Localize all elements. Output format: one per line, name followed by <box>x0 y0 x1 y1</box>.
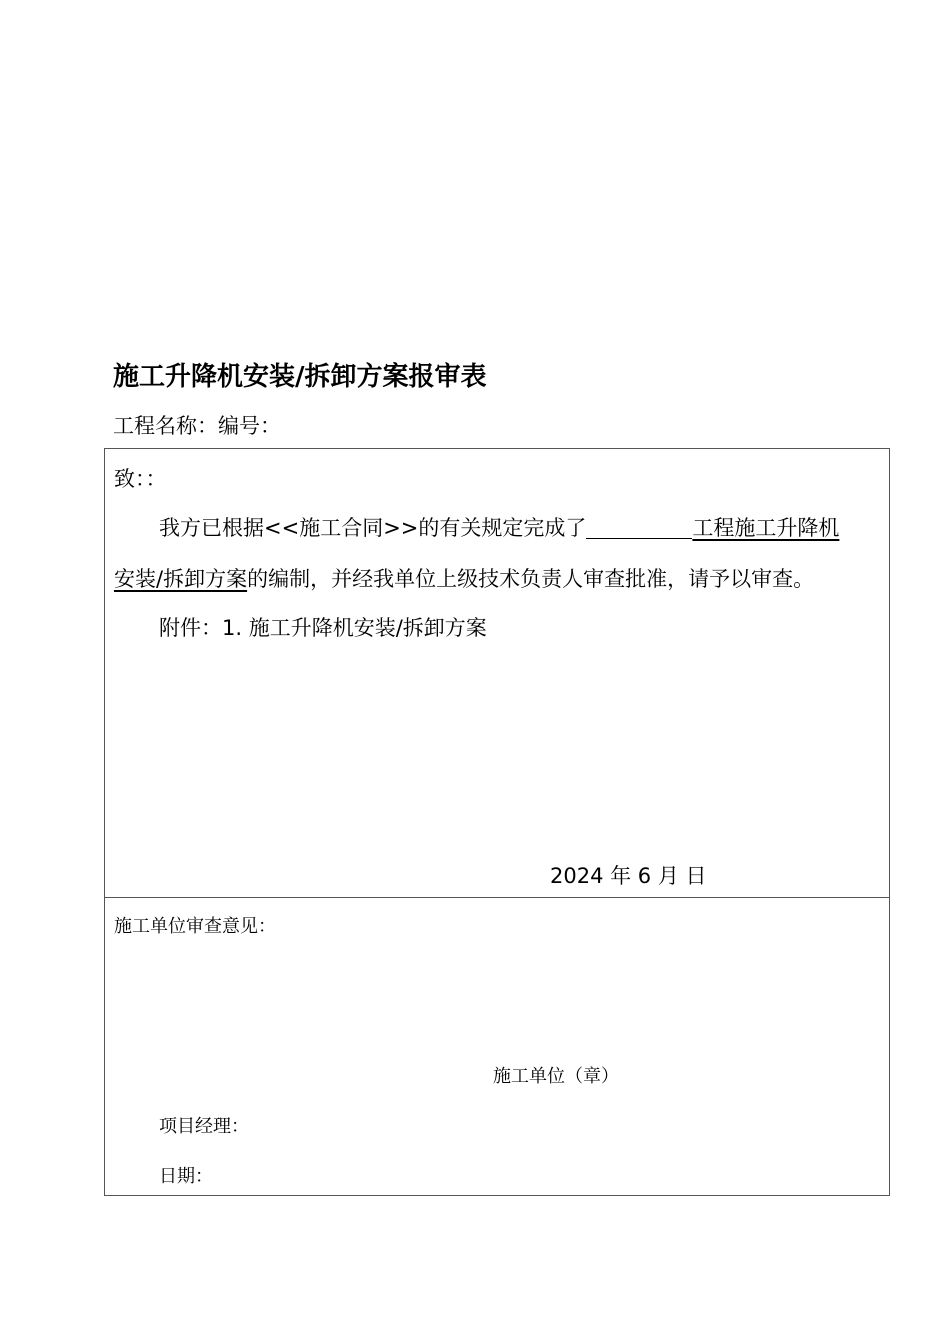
submission-section <box>105 449 889 898</box>
body-lead: 我方已根据<<施工合同>>的有关规定完成了 <box>159 516 587 540</box>
review-date-label: 日期： <box>159 1166 213 1187</box>
unit-seal-label: 施工单位（章） <box>493 1066 619 1087</box>
body-tail: 的编制，并经我单位上级技术负责人审查批准，请予以审查。 <box>247 567 815 591</box>
attachment-line: 附件：1. 施工升降机安装/拆卸方案 <box>159 616 487 640</box>
to-label: 致：： <box>114 467 167 491</box>
page-title: 施工升降机安装/拆卸方案报审表 <box>113 362 487 392</box>
number-label: 编号： <box>218 414 281 438</box>
body-line-1 <box>159 512 839 542</box>
submission-date: 2024 年 6 月 日 <box>550 864 707 888</box>
body-line-2 <box>114 563 814 593</box>
body-underlined-2: 安装/拆卸方案 <box>114 567 248 591</box>
project-blank <box>586 518 692 539</box>
project-info-line <box>113 410 281 440</box>
review-opinion-label: 施工单位审查意见： <box>114 916 276 937</box>
body-underlined-1: 工程施工升降机 <box>692 516 840 540</box>
approval-form-table <box>104 448 890 1196</box>
project-name-label: 工程名称： <box>113 414 218 438</box>
project-manager-label: 项目经理： <box>159 1116 249 1137</box>
review-section <box>105 898 889 1195</box>
